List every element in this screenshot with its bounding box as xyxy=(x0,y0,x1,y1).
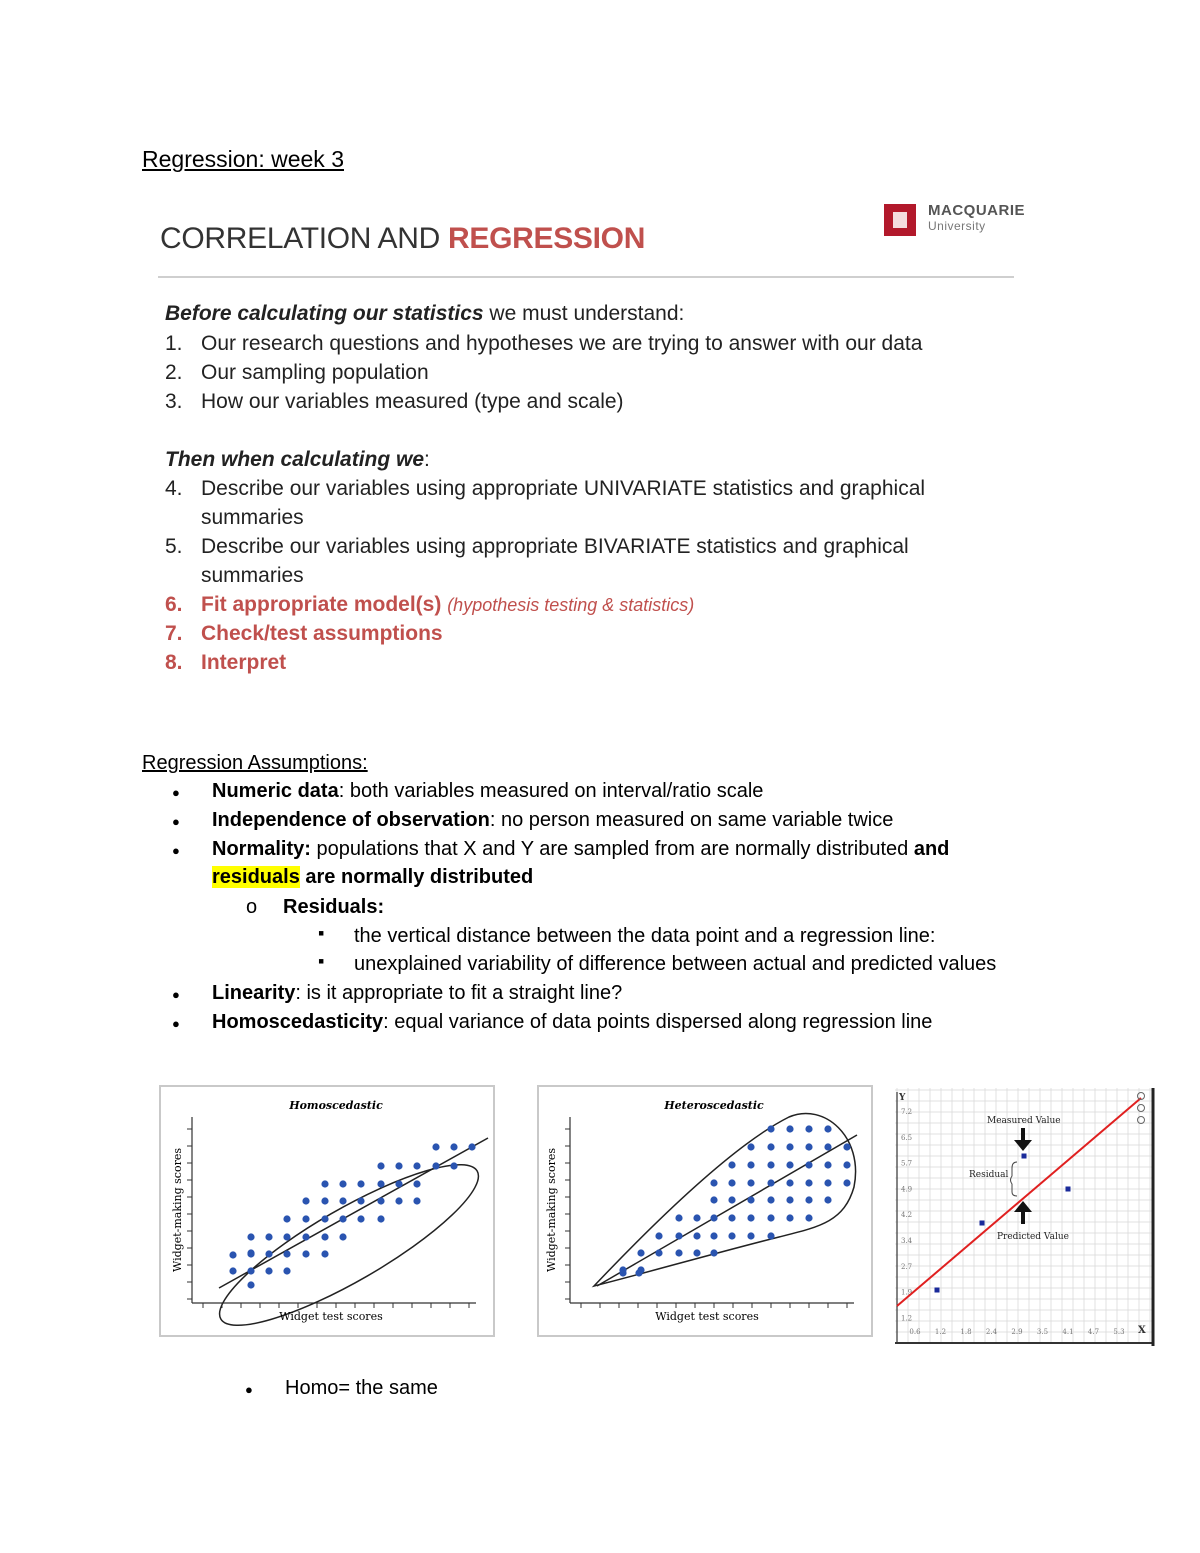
scatter-dot xyxy=(339,1233,346,1240)
scatter-dot xyxy=(767,1143,774,1150)
scatter-dot xyxy=(710,1214,717,1221)
residuals-label-text: Residuals: xyxy=(283,896,385,918)
homo-bold: Homoscedasticity xyxy=(212,1011,384,1033)
scatter-dot xyxy=(655,1249,662,1256)
scatter-dot xyxy=(357,1197,364,1204)
residual-point-2-text: unexplained variability of difference between actual and predicted values xyxy=(354,953,997,975)
scatter-dot xyxy=(395,1162,402,1169)
scatter-dot xyxy=(747,1179,754,1186)
scatter-dot xyxy=(786,1196,793,1203)
data-point xyxy=(935,1288,940,1293)
scatter-dot xyxy=(747,1214,754,1221)
item-num: 3. xyxy=(165,390,183,413)
x-tick-label: 3.5 xyxy=(1036,1328,1049,1336)
scatter-dot xyxy=(321,1197,328,1204)
scatter-dot xyxy=(283,1233,290,1240)
scatter-dot xyxy=(395,1197,402,1204)
scatter-dot xyxy=(432,1143,439,1150)
scatter-dot xyxy=(693,1232,700,1239)
scatter-dot xyxy=(377,1215,384,1222)
item-text: Our sampling population xyxy=(201,361,429,384)
y-tick-label: 1.2 xyxy=(901,1314,913,1323)
scatter-dot xyxy=(675,1214,682,1221)
scatter-dot xyxy=(339,1215,346,1222)
scatter-dot xyxy=(321,1250,328,1257)
y-tick-label: 6.5 xyxy=(901,1133,913,1142)
scatter-dot xyxy=(824,1143,831,1150)
scatter-dot xyxy=(265,1233,272,1240)
scatter-dot xyxy=(767,1179,774,1186)
lin-rest: : is it appropriate to fit a straight line? xyxy=(295,982,623,1004)
fig3-y-label: Y xyxy=(899,1093,906,1103)
item-text: Our research questions and hypotheses we are trying to answer with our data xyxy=(201,332,923,355)
y-tick-label: 7.2 xyxy=(901,1108,913,1116)
logo-sub: University xyxy=(928,219,986,233)
y-tick-label: 2.7 xyxy=(901,1262,913,1271)
slide-item-6 xyxy=(165,593,694,617)
page-title: Regression: week 3 xyxy=(142,146,344,172)
scatter-dot xyxy=(786,1125,793,1132)
intro-bold: Before calculating our statistics xyxy=(165,302,484,325)
scatter-dot xyxy=(767,1214,774,1221)
scatter-dot xyxy=(805,1179,812,1186)
item-note: (hypothesis testing & statistics) xyxy=(447,595,695,615)
scatter-dot xyxy=(321,1215,328,1222)
norm-bold: Normality: xyxy=(212,838,311,860)
x-tick-label: 1.2 xyxy=(934,1328,947,1336)
scatter-dot xyxy=(805,1161,812,1168)
scatter-dot xyxy=(265,1250,272,1257)
homo-rest: : equal variance of data points dispersed along regression line xyxy=(383,1011,933,1033)
fig2-regression-line xyxy=(597,1135,857,1286)
university-logo xyxy=(884,202,1024,238)
scatter-dot xyxy=(619,1269,626,1276)
data-point xyxy=(980,1221,985,1226)
scatter-dot xyxy=(357,1180,364,1187)
logo-name: MACQUARIE xyxy=(928,202,1025,219)
scatter-dot xyxy=(728,1196,735,1203)
fig3-y-ticks xyxy=(901,1108,913,1322)
x-tick-label: 1.8 xyxy=(960,1328,972,1336)
intro-rest: we must understand: xyxy=(483,302,685,325)
scatter-dot xyxy=(247,1267,254,1274)
fig1-dots xyxy=(229,1143,475,1288)
fig1-ylabel: Widget-making scores xyxy=(171,1148,184,1272)
slide-item-2 xyxy=(165,361,429,385)
slide-item-5 xyxy=(165,535,909,559)
item-text: Describe our variables using appropriate UNIVARIATE statistics and graphical xyxy=(201,477,926,500)
scatter-dot xyxy=(786,1143,793,1150)
item-num: 2. xyxy=(165,361,183,384)
item-text: How our variables measured (type and scale) xyxy=(201,390,624,413)
item-num: 5. xyxy=(165,535,183,558)
fig2-ticks xyxy=(565,1129,847,1308)
x-tick-label: 2.4 xyxy=(985,1328,998,1336)
scatter-dot xyxy=(824,1196,831,1203)
scatter-dot xyxy=(728,1161,735,1168)
x-tick-label: 2.9 xyxy=(1011,1328,1023,1336)
data-point xyxy=(1066,1187,1071,1192)
scatter-dot xyxy=(805,1125,812,1132)
item-num: 7. xyxy=(165,622,183,645)
scatter-dot xyxy=(468,1143,475,1150)
scatter-dot xyxy=(767,1232,774,1239)
predicted-value-label: Predicted Value xyxy=(997,1232,1069,1242)
fig2-teardrop xyxy=(594,1113,856,1286)
residuals-label xyxy=(283,896,384,919)
scatter-dot xyxy=(786,1179,793,1186)
scatter-dot xyxy=(843,1143,850,1150)
scatter-dot xyxy=(395,1180,402,1187)
slide-then xyxy=(165,448,430,472)
scatter-dot xyxy=(637,1249,644,1256)
slide-item-5-cont: summaries xyxy=(201,564,304,587)
scatter-dot xyxy=(413,1197,420,1204)
scatter-dot xyxy=(283,1250,290,1257)
figure-heteroscedastic xyxy=(537,1085,873,1337)
item-text: Check/test assumptions xyxy=(201,622,443,645)
scatter-dot xyxy=(302,1250,309,1257)
scatter-dot xyxy=(710,1232,717,1239)
logo-shield-icon xyxy=(884,204,916,236)
scatter-dot xyxy=(747,1161,754,1168)
scatter-dot xyxy=(229,1251,236,1258)
scatter-dot xyxy=(450,1143,457,1150)
scatter-dot xyxy=(413,1162,420,1169)
slide-divider xyxy=(158,276,1014,278)
scatter-dot xyxy=(767,1161,774,1168)
lin-bold: Linearity xyxy=(212,982,296,1004)
slide-item-7 xyxy=(165,622,443,646)
item-num: 1. xyxy=(165,332,183,355)
item-num: 4. xyxy=(165,477,183,500)
scatter-dot xyxy=(824,1125,831,1132)
scatter-dot xyxy=(302,1233,309,1240)
norm-end: are normally distributed xyxy=(299,866,534,888)
measured-value-label: Measured Value xyxy=(987,1116,1061,1126)
scatter-dot xyxy=(728,1179,735,1186)
residual-point-1-text: the vertical distance between the data point and a regression line: xyxy=(354,925,936,947)
scatter-dot xyxy=(767,1196,774,1203)
item-text: Interpret xyxy=(201,651,287,674)
slide-title xyxy=(160,222,645,256)
fig1-ellipse xyxy=(203,1140,493,1335)
scatter-dot xyxy=(824,1179,831,1186)
item-num: 8. xyxy=(165,651,183,674)
scatter-dot xyxy=(377,1162,384,1169)
scatter-dot xyxy=(710,1196,717,1203)
scatter-dot xyxy=(786,1161,793,1168)
scatter-dot xyxy=(675,1232,682,1239)
scatter-dot xyxy=(283,1267,290,1274)
fig2-dots xyxy=(619,1125,850,1276)
fig1-title: Homoscedastic xyxy=(289,1099,383,1112)
slide-item-4-cont: summaries xyxy=(201,506,304,529)
figure-homoscedastic xyxy=(159,1085,495,1337)
indep-bold: Independence of observation xyxy=(212,809,490,831)
slide-item-1 xyxy=(165,332,922,356)
scatter-dot xyxy=(377,1197,384,1204)
scatter-dot xyxy=(805,1214,812,1221)
scatter-dot xyxy=(247,1233,254,1240)
scatter-dot xyxy=(413,1180,420,1187)
scatter-dot xyxy=(635,1269,642,1276)
residual-diagram xyxy=(895,1088,1157,1346)
scatter-dot xyxy=(302,1215,309,1222)
scatter-dot xyxy=(843,1179,850,1186)
scatter-dot xyxy=(710,1249,717,1256)
scatter-dot xyxy=(675,1249,682,1256)
x-tick-label: 4.1 xyxy=(1062,1328,1074,1336)
fig1-xlabel: Widget test scores xyxy=(279,1310,383,1323)
scatter-dot xyxy=(321,1233,328,1240)
sub-bullet-marker: o xyxy=(246,896,258,918)
scatter-dot xyxy=(302,1197,309,1204)
scatter-dot xyxy=(728,1232,735,1239)
assumptions-heading: Regression Assumptions: xyxy=(142,752,368,774)
scatter-dot xyxy=(377,1180,384,1187)
item-text: Describe our variables using appropriate BIVARIATE statistics and graphical xyxy=(201,535,909,558)
scatter-dot xyxy=(767,1125,774,1132)
scatter-dot xyxy=(339,1197,346,1204)
y-tick-label: 3.4 xyxy=(901,1237,913,1245)
scatter-dot xyxy=(247,1281,254,1288)
scatter-dot xyxy=(229,1267,236,1274)
scatter-dot xyxy=(339,1180,346,1187)
fig2-ylabel: Widget-making scores xyxy=(545,1148,558,1272)
slide-item-8 xyxy=(165,651,286,675)
x-tick-label: 5.3 xyxy=(1113,1328,1125,1336)
y-tick-label: 1.9 xyxy=(901,1288,913,1297)
then-rest: : xyxy=(424,448,430,471)
scatter-dot xyxy=(357,1215,364,1222)
indep-rest: : no person measured on same variable twice xyxy=(489,809,894,831)
slide-item-3 xyxy=(165,390,624,414)
norm-and: and xyxy=(913,838,950,860)
fig1-regression-line xyxy=(219,1138,488,1288)
x-tick-label: 4.7 xyxy=(1087,1328,1100,1336)
scatter-dot xyxy=(655,1232,662,1239)
scatter-dot xyxy=(728,1214,735,1221)
scatter-dot xyxy=(805,1196,812,1203)
residuals-highlight: residuals xyxy=(212,866,300,888)
scatter-dot xyxy=(843,1161,850,1168)
heteroscedastic-plot xyxy=(539,1087,871,1335)
fig2-title: Heteroscedastic xyxy=(664,1099,764,1112)
fig3-x-label: X xyxy=(1138,1325,1146,1336)
scatter-dot xyxy=(747,1232,754,1239)
item-text: Fit appropriate model(s) xyxy=(201,593,448,616)
numeric-rest: : both variables measured on interval/ratio scale xyxy=(338,780,764,802)
fig3-x-ticks xyxy=(909,1328,1124,1336)
scatter-dot xyxy=(710,1179,717,1186)
slide-item-4 xyxy=(165,477,925,501)
scatter-dot xyxy=(693,1249,700,1256)
homo-note-text: Homo= the same xyxy=(285,1377,438,1399)
scatter-dot xyxy=(786,1214,793,1221)
scatter-dot xyxy=(747,1196,754,1203)
then-bold: Then when calculating we xyxy=(165,448,425,471)
scatter-dot xyxy=(321,1180,328,1187)
scatter-dot xyxy=(283,1215,290,1222)
y-tick-label: 5.7 xyxy=(901,1159,913,1168)
slide-title-part1: CORRELATION AND xyxy=(160,222,449,255)
slide-title-part2: REGRESSION xyxy=(448,222,646,255)
scatter-dot xyxy=(247,1249,254,1256)
scatter-dot xyxy=(805,1143,812,1150)
y-tick-label: 4.9 xyxy=(901,1185,913,1194)
residual-label: Residual xyxy=(969,1170,1009,1180)
scatter-dot xyxy=(265,1267,272,1274)
homoscedastic-plot xyxy=(161,1087,493,1335)
norm-rest: populations that X and Y are sampled from are normally distributed xyxy=(310,838,914,860)
x-tick-label: 0.6 xyxy=(909,1328,921,1336)
scatter-dot xyxy=(693,1214,700,1221)
slide-intro xyxy=(165,302,684,326)
fig2-xlabel: Widget test scores xyxy=(655,1310,759,1323)
data-point xyxy=(1022,1154,1027,1159)
figure-residual-diagram xyxy=(895,1088,1157,1346)
scatter-dot xyxy=(432,1162,439,1169)
y-tick-label: 4.2 xyxy=(901,1211,913,1220)
scatter-dot xyxy=(747,1143,754,1150)
scatter-dot xyxy=(824,1161,831,1168)
numeric-bold: Numeric data xyxy=(212,780,339,802)
item-num: 6. xyxy=(165,593,183,616)
scatter-dot xyxy=(450,1162,457,1169)
normality-cont xyxy=(212,866,533,889)
